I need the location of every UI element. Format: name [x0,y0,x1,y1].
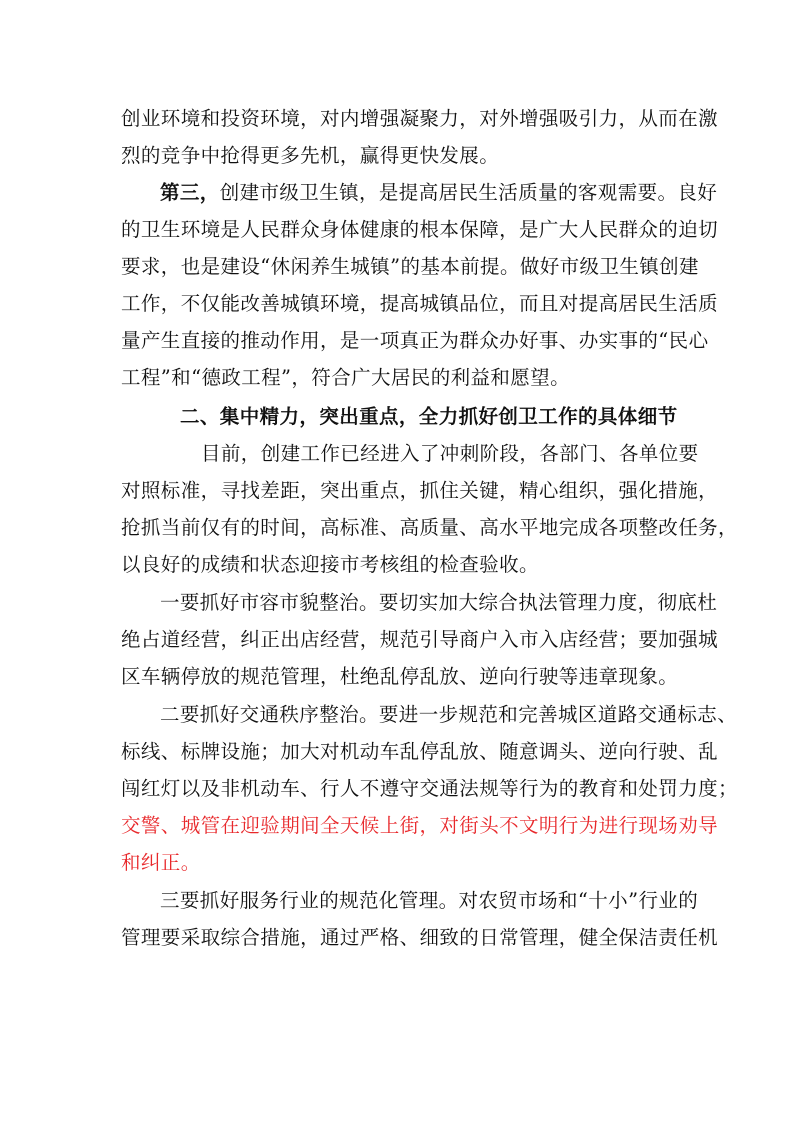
paragraph-2-line-1 [160,180,718,206]
paragraph-6-line-1: 三要抓好服务行业的规范化管理。对农贸市场和“十小”行业的 [160,889,699,912]
paragraph-5-red-line-1: 交警、城管在迎验期间全天候上街，对街头不文明行为进行现场劝导 [121,814,719,837]
section-heading: 二、集中精力，突出重点，全力抓好创卫工作的具体细节 [180,405,678,428]
paragraph-2-line-5: 量产生直接的推动作用，是一项真正为群众办好事、办实事的“民心 [121,329,709,352]
paragraph-4-line-3: 区车辆停放的规范管理，杜绝乱停乱放、逆向行驶等违章现象。 [121,665,679,688]
paragraph-4-line-1: 一要抓好市容市貌整治。要切实加大综合执法管理力度，彻底杜 [160,591,718,614]
paragraph-1-line-2: 烈的竞争中抢得更多先机，赢得更快发展。 [121,144,500,167]
paragraph-5-red-line-2: 和纠正。 [121,851,201,874]
paragraph-2-lead-bold: 第三， [160,181,220,204]
paragraph-5-line-3: 闯红灯以及非机动车、行人不遵守交通法规等行为的教育和处罚力度； [121,777,738,800]
paragraph-3-line-1: 目前，创建工作已经进入了冲刺阶段，各部门、各单位要 [201,442,699,465]
paragraph-1-line-1: 创业环境和投资环境，对内增强凝聚力，对外增强吸引力，从而在激 [121,107,719,130]
paragraph-6-line-2: 管理要采取综合措施，通过严格、细致的日常管理，健全保洁责任机 [121,926,719,949]
paragraph-2-line-4: 工作，不仅能改善城镇环境，提高城镇品位，而且对提高居民生活质 [121,292,719,315]
paragraph-3-line-4: 以良好的成绩和状态迎接市考核组的检查验收。 [121,553,539,576]
paragraph-3-line-2: 对照标准，寻找差距，突出重点，抓住关键，精心组织，强化措施， [121,479,719,502]
paragraph-5-line-2: 标线、标牌设施；加大对机动车乱停乱放、随意调头、逆向行驶、乱 [121,740,719,763]
paragraph-2-line-6: 工程”和“德政工程”，符合广大居民的利益和愿望。 [121,366,571,389]
paragraph-3-line-3: 抢抓当前仅有的时间，高标准、高质量、高水平地完成各项整改任务， [121,516,738,539]
paragraph-2-line-1-rest: 创建市级卫生镇，是提高居民生活质量的客观需要。良好 [219,181,718,204]
paragraph-4-line-2: 绝占道经营，纠正出店经营，规范引导商户入市入店经营；要加强城 [121,628,719,651]
paragraph-2-line-2: 的卫生环境是人民群众身体健康的根本保障，是广大人民群众的迫切 [121,218,719,241]
paragraph-5-line-1: 二要抓好交通秩序整治。要进一步规范和完善城区道路交通标志、 [160,703,738,726]
paragraph-2-line-3: 要求，也是建设“休闲养生城镇”的基本前提。做好市级卫生镇创建 [121,255,699,278]
